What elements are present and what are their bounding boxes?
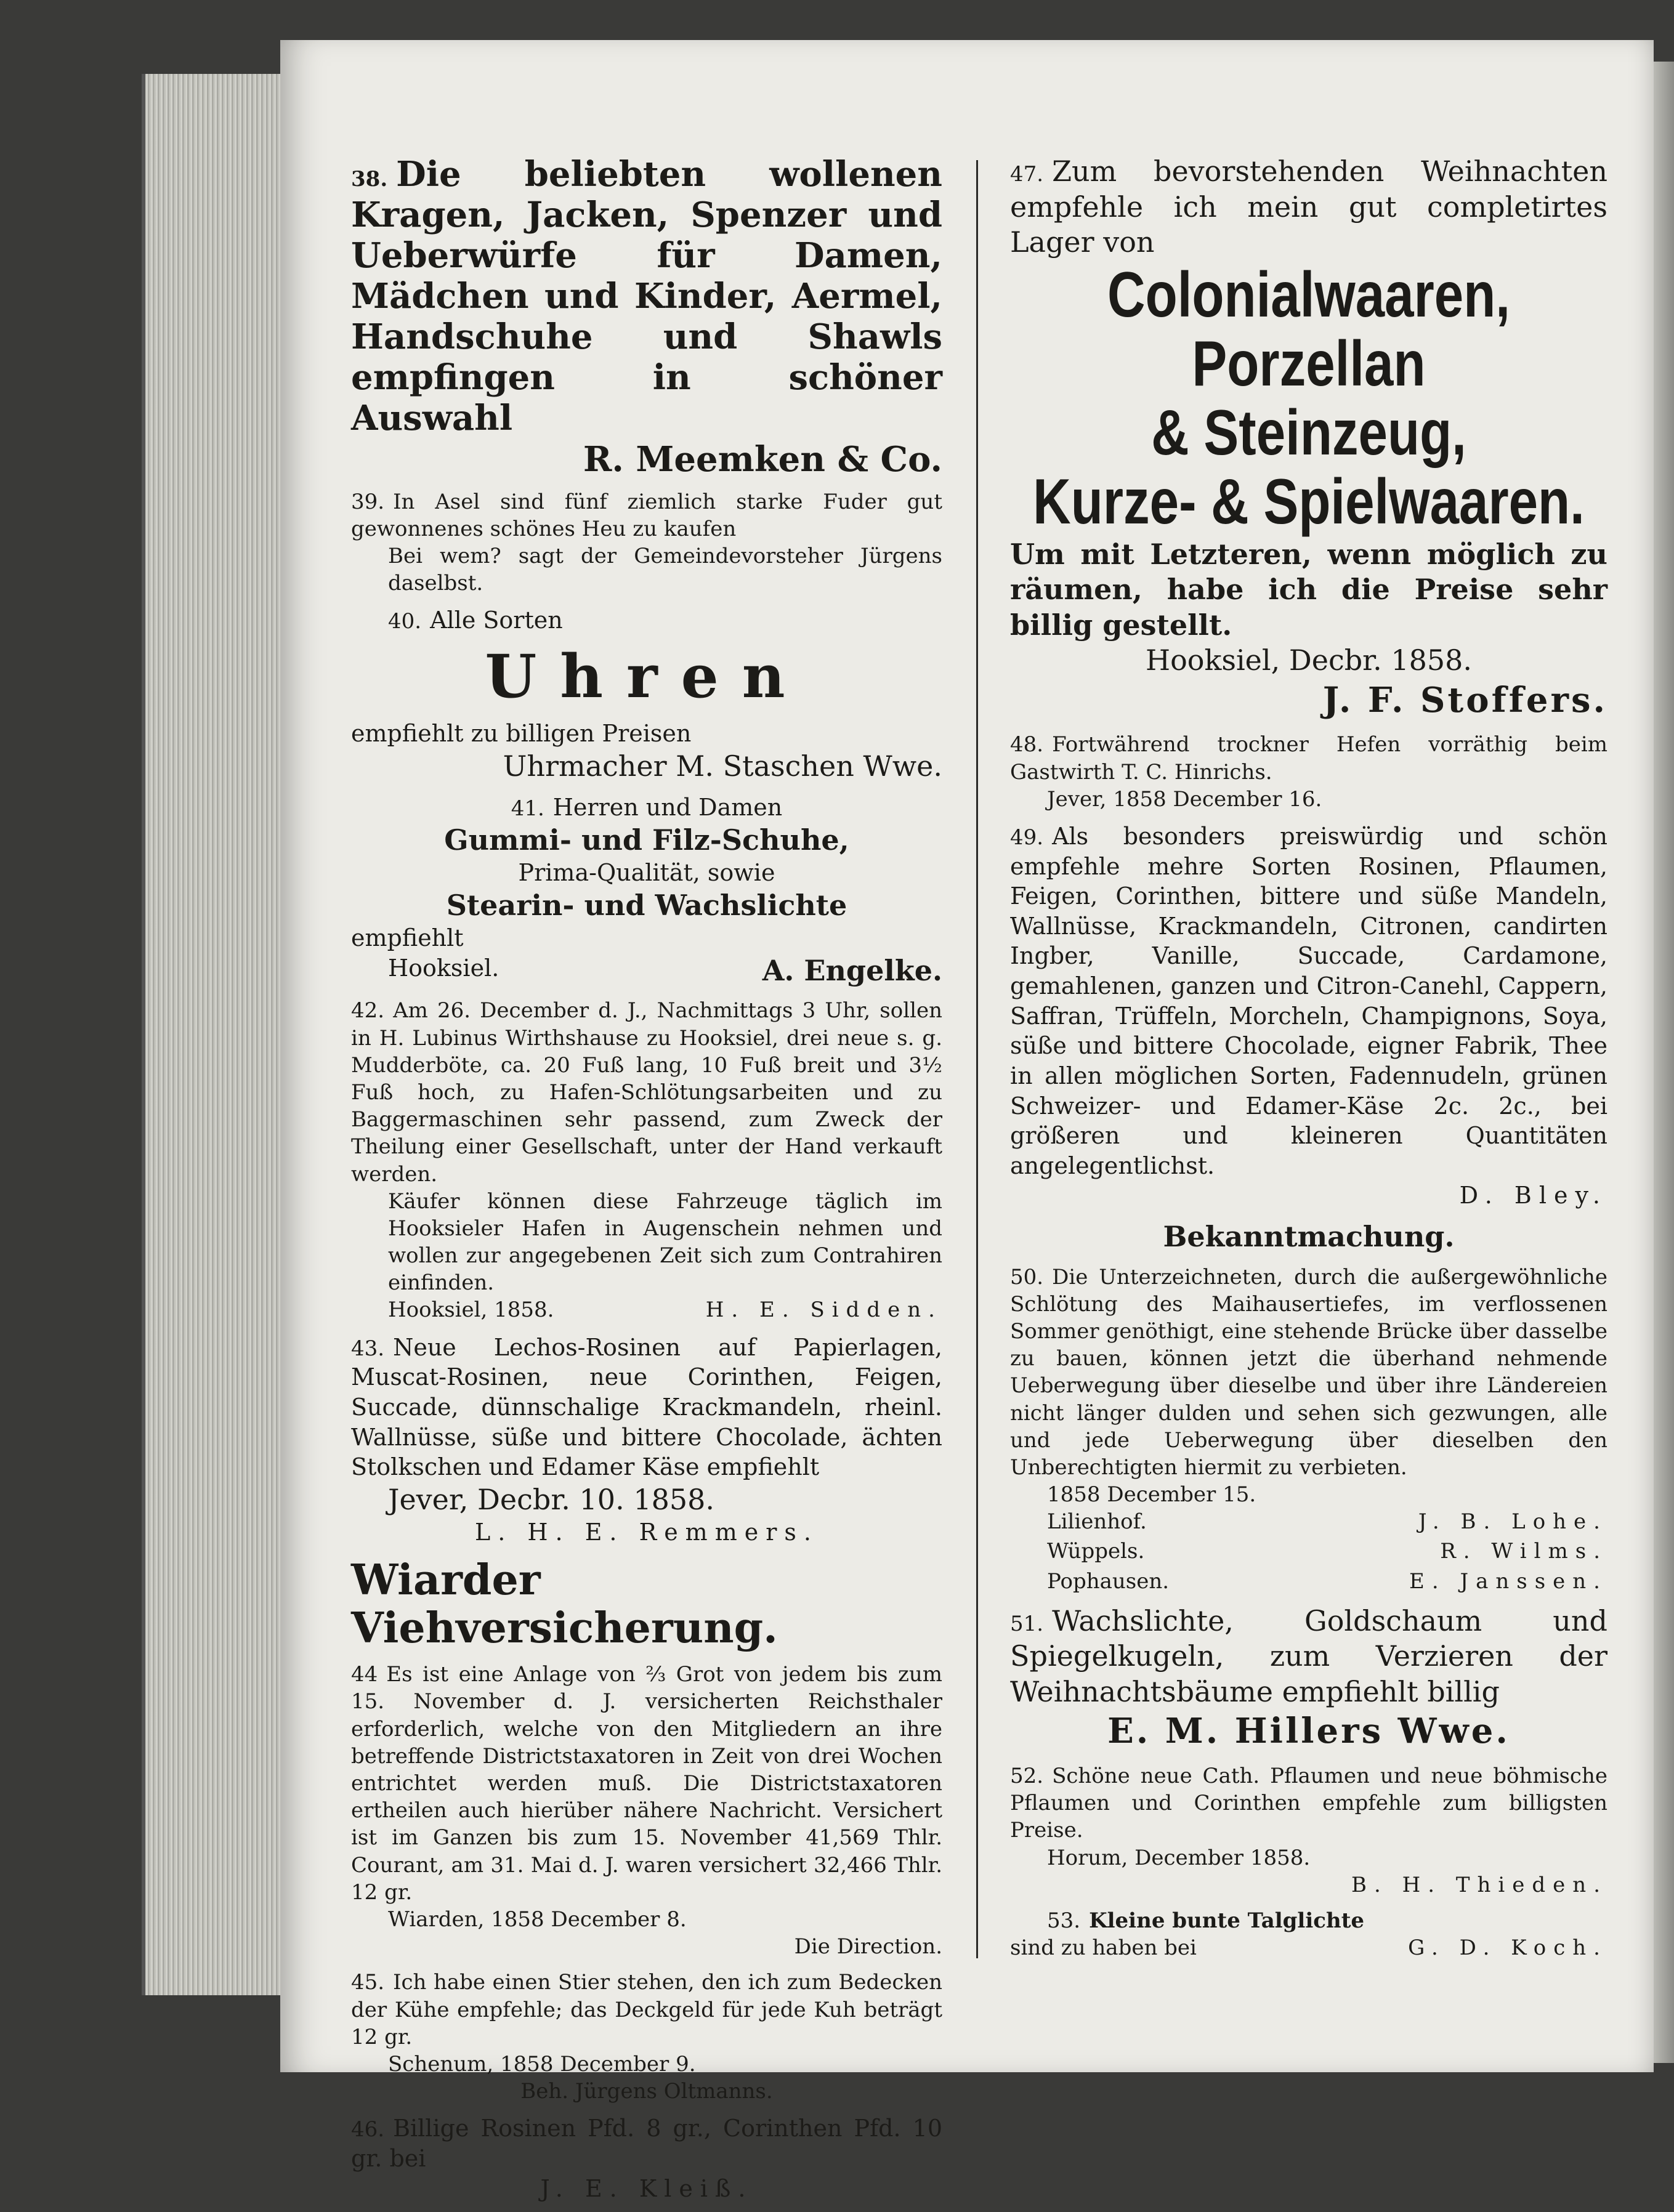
ad-number: 50. [1010,1264,1044,1290]
ad-44 [351,1661,942,1960]
ad-signature: J. B. Lohe. [1418,1509,1607,1535]
ad-text: Um mit Letzteren, wenn möglich zu räumen, habe ich die Preise sehr billig gestellt. [1010,537,1607,642]
ad-39 [351,488,942,597]
column-divider [976,160,978,1958]
ad-signature: A. Engelke. [762,953,942,987]
ad-signature: H. E. Sidden. [705,1298,942,1323]
ad-text: Käufer können diese Fahrzeuge täglich im Hooksieler Hafen in Augenschein nehmen und wollen zur angegebenen Zeit sich zum Contrahiren einfinden. [388,1189,942,1296]
ad-place: Wüppels. [1047,1539,1145,1564]
ad-52 [1010,1762,1607,1899]
ad-38 [351,154,942,480]
ad-place: Horum, December 1858. [1047,1845,1311,1870]
ad-43 [351,1333,942,1548]
ad-headline: Kleine bunte Talglichte [1089,1908,1365,1933]
ad-place: Jever, 1858 December 16. [1047,786,1322,812]
ad-signature: G. D. Koch. [1408,1936,1607,1961]
ad-signature: B. H. Thieden. [1351,1872,1607,1897]
ad-number: 42. [351,998,385,1023]
ad-number: 39. [351,489,385,514]
ad-number: 47. [1010,162,1044,187]
left-column [351,154,942,2212]
ad-51 [1010,1604,1607,1754]
book-page-edges [142,74,287,1995]
ad-signature: L. H. E. Remmers. [475,1519,819,1546]
ad-signature: R. Meemken & Co. [583,438,942,480]
ad-signature: E. M. Hillers Wwe. [1107,1711,1510,1752]
ad-number: 45. [351,1970,385,1995]
ad-text: sind zu haben bei [1010,1936,1197,1961]
ad-40 [351,605,942,784]
ad-text: Wachslichte, Goldschaum und Spiegelkugeln, zum Verzieren der Weihnachtsbäume empfiehlt billig [1010,1604,1607,1708]
ad-number: 53. [1047,1908,1081,1933]
ad-text: Am 26. December d. J., Nachmittags 3 Uhr, sollen in H. Lubinus Wirthshause zu Hooksiel, drei neue s. g. Mudderböte, ca. 20 Fuß lang, 10 Fuß breit und 3½ Fuß hoch, zu Hafen-Schlötungsarbeiten und zu Baggermaschinen sehr passend, zum Zweck der Theilung einer Gesellschaft, unter der Hand verkauft werden. [351,998,942,1187]
ad-text: Ich habe einen Stier stehen, den ich zum Bedecken der Kühe empfehle; das Deckgeld für jede Kuh beträgt 12 gr. [351,1970,942,2049]
ad-signature: J. E. Kleiß. [540,2174,753,2202]
ad-text: empfiehlt zu billigen Preisen [351,719,692,747]
ad-headline: Gummi- und Filz-Schuhe, [444,823,849,857]
ad-number: 43. [351,1336,385,1361]
ad-number: 51. [1010,1611,1044,1636]
signature-row [1010,1568,1607,1595]
ad-53 [1010,1907,1607,1961]
ad-number: 41. [511,796,544,821]
right-column [1010,154,1607,1970]
ad-date: Jever, Decbr. 10. 1858. [388,1482,715,1516]
ad-text: Als besonders preiswürdig und schön empfehle mehre Sorten Rosinen, Pflaumen, Feigen, Corinthen, bittere und süße Mandeln, Wallnüsse, Krackmandeln, Citronen, candirten Ingber, Vanille, Succade, Cardamone, gemahlenen, ganzen und Citron-Canehl, Cappern, Saffran, Trüffeln, Morcheln, Champignons, Soya, süße und bittere Chocolade, eigner Fabrik, Thee in allen möglichen Sorten, Fadennudeln, grünen Schweizer- und Edamer-Käse 2c. 2c., bei größeren und kleineren Quantitäten angelegentlichst. [1010,822,1607,1179]
section-heading: Bekanntmachung. [1163,1220,1455,1254]
ad-text: In Asel sind fünf ziemlich starke Fuder gut gewonnenes schönes Heu zu kaufen [351,489,942,541]
ad-48 [1010,731,1607,813]
signature-row [1010,1508,1607,1535]
ad-47 [1010,154,1607,722]
ad-headline: Uhren [485,642,809,711]
ad-text: Herren und Damen [552,794,783,821]
ad-signature: Die Direction. [794,1934,942,1960]
ad-text: Prima-Qualität, sowie [518,859,775,887]
ad-headline: Colonialwaaren, Porzellan [1107,259,1510,400]
ad-place: Wiarden, 1858 December 8. [388,1907,687,1932]
ad-text: Zum bevorstehenden Weihnachten empfehle ich mein gut completirtes Lager von [1010,155,1607,259]
ad-number: 40. [388,609,422,634]
ad-text: Neue Lechos-Rosinen auf Papierlagen, Muscat-Rosinen, neue Corinthen, Feigen, Succade, dünnschalige Krackmandeln, rheinl. Wallnüsse, süße und bittere Chocolade, ächten Stolkschen und Edamer Käse empfiehlt [351,1333,942,1481]
ad-signature: R. Wilms. [1440,1539,1607,1564]
ad-text: Bei wem? sagt der Gemeindevorsteher Jürgens daselbst. [388,544,942,596]
ad-text: Billige Rosinen Pfd. 8 gr., Corinthen Pfd. 10 gr. bei [351,2115,942,2172]
ad-place: Pophausen. [1047,1568,1170,1594]
ad-signature: Uhrmacher M. Staschen Wwe. [503,749,942,783]
ad-headline: Stearin- und Wachslichte [446,888,847,922]
ad-signature: E. Janssen. [1409,1568,1607,1594]
signature-row [1010,1538,1607,1565]
ad-number: 48. [1010,732,1044,757]
ad-signature: D. Bley. [1459,1182,1607,1209]
ad-place: Hooksiel, 1858. [388,1298,554,1323]
ad-41 [351,793,942,988]
section-heading: Wiarder Viehversicherung. [351,1555,778,1653]
ad-number: 49. [1010,825,1044,850]
ad-number: 46. [351,2117,385,2142]
ad-text: Alle Sorten [430,607,563,634]
ad-number: 38. [351,167,388,192]
ad-50 [1010,1264,1607,1595]
ad-place: Hooksiel. [388,954,499,982]
ad-45 [351,1969,942,2105]
ad-headline: Kurze- & Spielwaaren. [1033,466,1585,538]
ad-place: Lilienhof. [1047,1509,1147,1535]
ad-place: Schenum, 1858 December 9. [388,2051,696,2077]
ad-text: Die beliebten wollenen Kragen, Jacken, Spenzer und Ueberwürfe für Damen, Mädchen und Kinder, Aermel, Handschuhe und Shawls empfingen in schöner Auswahl [351,154,942,439]
ad-signature: Beh. Jürgens Oltmanns. [520,2079,773,2104]
ad-46 [351,2113,942,2203]
ad-signature: J. F. Stoffers. [1322,679,1607,721]
ad-headline: & Steinzeug, [1151,397,1466,469]
ad-text: empfiehlt [351,924,464,952]
ad-text: Fortwährend trockner Hefen vorräthig beim Gastwirth T. C. Hinrichs. [1010,732,1607,785]
ad-date: Hooksiel, Decbr. 1858. [1145,644,1473,677]
ad-text: Es ist eine Anlage von ⅔ Grot von jedem bis zum 15. November d. J. versicherten Reichsthaler erforderlich, welche von den Mitgliedern an ihre betreffende Districtstaxatoren in Zeit von drei Wochen entrichtet werden muß. Die Districtstaxatoren ertheilen auch hierüber nähere Nachricht. Versichert ist im Ganzen bis zum 15. November 41,569 Thlr. Courant, am 31. Mai d. J. waren versichert 32,466 Thlr. 12 gr. [351,1662,942,1905]
ad-text: Schöne neue Cath. Pflaumen und neue böhmische Pflaumen und Corinthen empfehle zum billigsten Preise. [1010,1764,1607,1843]
ad-text: Die Unterzeichneten, durch die außergewöhnliche Schlötung des Maihausertiefes, im verflossenen Sommer genöthigt, eine stehende Brücke über dasselbe zu bauen, können jetzt die überhand nehmende Ueberwegung über dieselbe und über ihre Ländereien nicht länger dulden und sehen sich gezwungen, alle und jede Ueberwegung über dieselben den Unberechtigten hiermit zu verbieten. [1010,1264,1607,1480]
ad-number: 52. [1010,1764,1044,1789]
ad-date: 1858 December 15. [1047,1482,1256,1508]
ad-49 [1010,821,1607,1211]
ad-number: 44 [351,1662,378,1687]
ad-42 [351,997,942,1323]
